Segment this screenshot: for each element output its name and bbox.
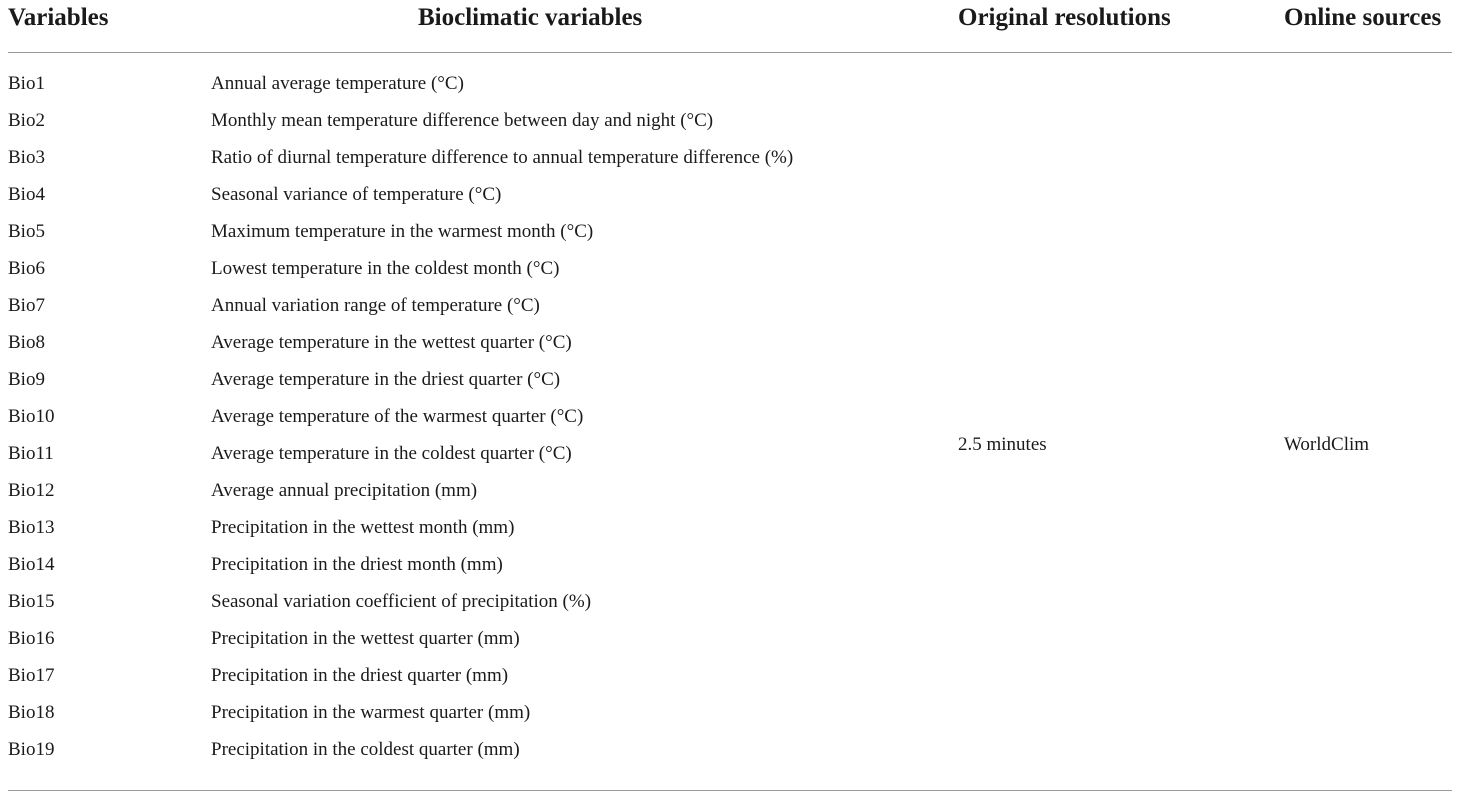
variable-id: Bio19	[8, 739, 55, 760]
variable-id: Bio9	[8, 369, 45, 390]
variable-description: Monthly mean temperature difference between day and night (°C)	[211, 110, 714, 131]
variable-id: Bio10	[8, 406, 55, 427]
variable-description: Annual variation range of temperature (°C)	[211, 295, 540, 316]
header-online-sources: Online sources	[1284, 4, 1442, 31]
variable-id: Bio5	[8, 221, 45, 242]
table-row	[0, 139, 1460, 176]
variable-description: Seasonal variance of temperature (°C)	[211, 184, 502, 205]
variable-description: Seasonal variation coefficient of precipitation (%)	[211, 591, 592, 612]
variable-description: Precipitation in the coldest quarter (mm)	[211, 739, 520, 760]
header-variables: Variables	[8, 4, 109, 31]
table-header-row	[0, 0, 1460, 40]
original-resolution-value: 2.5 minutes	[958, 434, 1047, 455]
table-row	[0, 694, 1460, 731]
variable-description: Average temperature in the coldest quarter (°C)	[211, 443, 572, 464]
variable-description: Precipitation in the driest quarter (mm)	[211, 665, 509, 686]
table-row	[0, 435, 1460, 472]
online-source-value: WorldClim	[1284, 434, 1370, 455]
variable-description: Precipitation in the wettest month (mm)	[211, 517, 515, 538]
variable-id: Bio15	[8, 591, 55, 612]
table-row	[0, 361, 1460, 398]
variable-id: Bio18	[8, 702, 55, 723]
variable-description: Precipitation in the warmest quarter (mm)	[211, 702, 531, 723]
variable-id: Bio2	[8, 110, 45, 131]
variable-description: Average temperature of the warmest quarter (°C)	[211, 406, 584, 427]
variable-id: Bio8	[8, 332, 45, 353]
variable-description: Ratio of diurnal temperature difference to annual temperature difference (%)	[211, 147, 794, 168]
variable-id: Bio3	[8, 147, 45, 168]
variable-id: Bio6	[8, 258, 45, 279]
table-row	[0, 65, 1460, 102]
table-bottom-rule	[8, 790, 1452, 791]
variable-id: Bio4	[8, 184, 45, 205]
variable-id: Bio13	[8, 517, 55, 538]
header-divider	[8, 52, 1452, 53]
table-row	[0, 731, 1460, 768]
table-row	[0, 324, 1460, 361]
variable-description: Average temperature in the driest quarter (°C)	[211, 369, 561, 390]
variable-description: Annual average temperature (°C)	[211, 73, 464, 94]
header-bioclimatic-variables: Bioclimatic variables	[418, 4, 643, 31]
table-row	[0, 287, 1460, 324]
variable-id: Bio11	[8, 443, 54, 464]
table-row	[0, 583, 1460, 620]
table-row	[0, 620, 1460, 657]
header-original-resolutions: Original resolutions	[958, 4, 1171, 31]
variable-description: Maximum temperature in the warmest month (°C)	[211, 221, 594, 242]
variable-id: Bio1	[8, 73, 45, 94]
table-row	[0, 176, 1460, 213]
variable-description: Average temperature in the wettest quarter (°C)	[211, 332, 572, 353]
table-body	[0, 65, 1460, 768]
variable-id: Bio17	[8, 665, 55, 686]
table-row	[0, 102, 1460, 139]
variable-description: Precipitation in the wettest quarter (mm)	[211, 628, 520, 649]
table-row	[0, 546, 1460, 583]
variable-id: Bio14	[8, 554, 55, 575]
variable-description: Lowest temperature in the coldest month (°C)	[211, 258, 560, 279]
table-row	[0, 472, 1460, 509]
table-row	[0, 657, 1460, 694]
table-row	[0, 509, 1460, 546]
table-row	[0, 398, 1460, 435]
variable-id: Bio12	[8, 480, 55, 501]
variable-id: Bio16	[8, 628, 55, 649]
table-row	[0, 213, 1460, 250]
variable-description: Precipitation in the driest month (mm)	[211, 554, 503, 575]
table-row	[0, 250, 1460, 287]
variable-description: Average annual precipitation (mm)	[211, 480, 478, 501]
variable-id: Bio7	[8, 295, 45, 316]
